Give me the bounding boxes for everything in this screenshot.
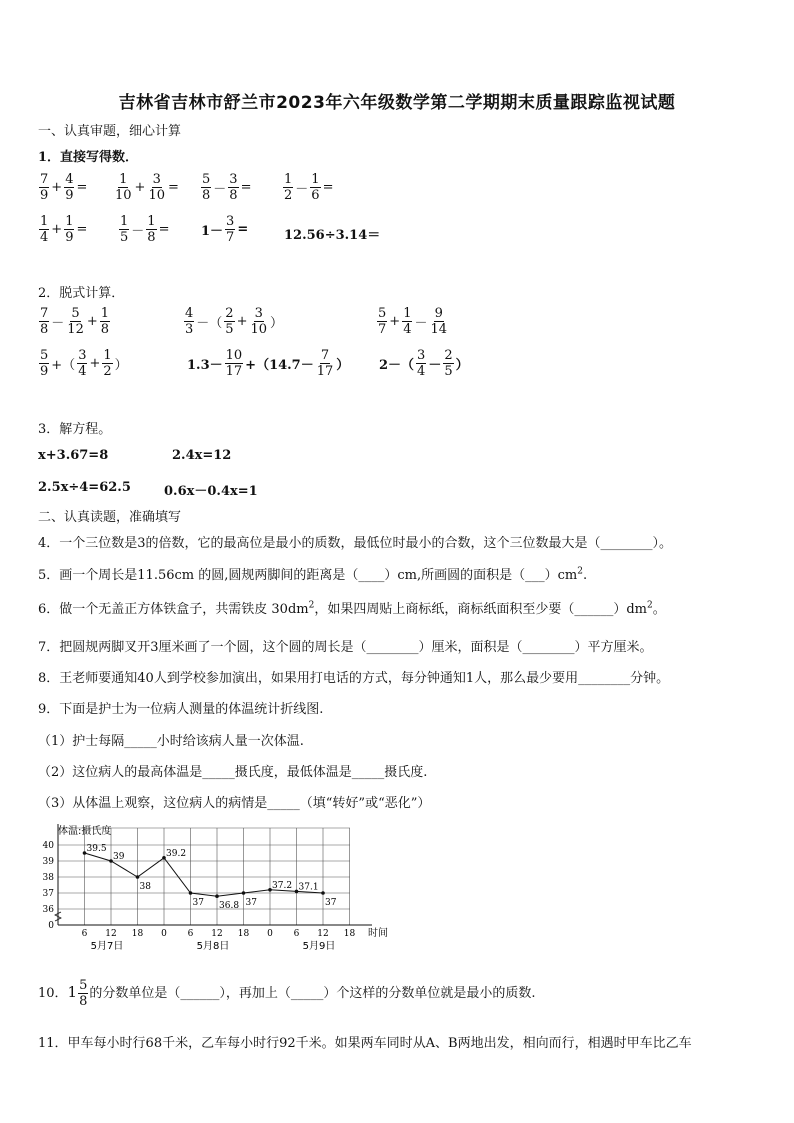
q7: 7．把圆规两脚叉开3厘米画了一个圆，这个圆的周长是（________）厘米，面积是（________）平方厘米。 bbox=[38, 640, 653, 655]
data-point bbox=[321, 891, 325, 895]
q2-heading: 2．脱式计算． bbox=[38, 286, 125, 301]
q3-eq-3: 2.5x÷4=62.5 bbox=[38, 480, 131, 495]
section-1-heading: 一、认真审题，细心计算 bbox=[38, 124, 182, 139]
data-label: 37 bbox=[325, 898, 337, 908]
x-tick-label: 12 bbox=[317, 929, 329, 939]
x-tick-label: 18 bbox=[343, 929, 356, 939]
x-tick-label: 0 bbox=[161, 929, 167, 939]
y-tick-label: 36 bbox=[42, 905, 54, 915]
y-tick-label: 40 bbox=[42, 841, 54, 851]
q1-expr-7: 1－ $\frac{3}{7}$ = bbox=[201, 214, 249, 245]
y-tick-label: 39 bbox=[42, 857, 54, 867]
data-label: 37.2 bbox=[272, 880, 293, 891]
y-tick-label: 38 bbox=[42, 873, 54, 883]
x-tick-label: 0 bbox=[267, 929, 273, 939]
page-title: 吉林省吉林市舒兰市2023年六年级数学第二学期期末质量跟踪监视试题 bbox=[118, 93, 676, 113]
data-point bbox=[242, 891, 246, 895]
data-point bbox=[215, 894, 219, 898]
x-tick-label: 6 bbox=[81, 929, 88, 939]
q10: 10．1 $\frac{5}{8}$ 的分数单位是（______），再加上（_____）个这样的分数单位就是最小的质数. bbox=[38, 978, 536, 1009]
q1-expr-1: $\frac{7}{9}$ + $\frac{4}{9}$ = bbox=[40, 172, 88, 203]
temperature-line-chart bbox=[36, 822, 396, 952]
data-label: 38 bbox=[139, 882, 151, 892]
q1-heading: 1．直接写得数． bbox=[38, 150, 139, 165]
q4: 4．一个三位数是3的倍数，它的最高位是最小的质数，最低位时最小的合数，这个三位数最大是（________）。 bbox=[38, 536, 673, 551]
q2-expr-4: $\frac{5}{9}$ +（ $\frac{3}{4}$ + $\frac{1}{2}$ ） bbox=[40, 348, 128, 379]
data-label: 39.2 bbox=[166, 848, 187, 859]
section-2-heading: 二、认真读题，准确填写 bbox=[38, 510, 182, 525]
x-tick-label: 6 bbox=[293, 929, 300, 939]
q2-expr-3: $\frac{5}{7}$ + $\frac{1}{4}$ － $\frac{9}{14}$ bbox=[378, 306, 448, 337]
y-tick-label: 0 bbox=[48, 921, 54, 931]
q1-expr-8: 12.56÷3.14＝ bbox=[284, 228, 381, 243]
data-label: 39.5 bbox=[86, 844, 107, 854]
q3-heading: 3．解方程。 bbox=[38, 422, 112, 437]
q9-sub-3: （3）从体温上观察，这位病人的病情是_____（填“转好”或“恶化”） bbox=[38, 796, 431, 811]
q2-expr-1: $\frac{7}{8}$ － $\frac{5}{12}$ + $\frac{1}{8}$ bbox=[40, 306, 110, 337]
q9-sub-1: （1）护士每隔_____小时给该病人量一次体温. bbox=[38, 734, 304, 749]
q3-eq-2: 2.4x=12 bbox=[172, 448, 232, 463]
data-point bbox=[136, 875, 140, 879]
data-label: 37.1 bbox=[298, 882, 319, 893]
day-label: 5月9日 bbox=[302, 941, 336, 952]
q3-eq-1: x+3.67=8 bbox=[38, 448, 109, 463]
q1-expr-4: $\frac{1}{2}$ － $\frac{1}{6}$ = bbox=[284, 172, 334, 203]
q1-expr-3: $\frac{5}{8}$ － $\frac{3}{8}$ = bbox=[202, 172, 252, 203]
x-tick-label: 12 bbox=[105, 929, 117, 939]
y-axis-label: 体温:摄氏度 bbox=[58, 826, 112, 837]
q3-eq-4: 0.6x－0.4x=1 bbox=[164, 484, 258, 499]
q2-expr-6: 2－（ $\frac{3}{4}$ － $\frac{2}{5}$ ） bbox=[379, 348, 469, 379]
q2-expr-2: $\frac{4}{3}$ －（ $\frac{2}{5}$ + $\frac{3}{10}$ ） bbox=[185, 306, 284, 337]
data-label: 37 bbox=[245, 898, 257, 908]
q1-expr-6: $\frac{1}{5}$ － $\frac{1}{8}$ = bbox=[120, 214, 170, 245]
q1-expr-2: $\frac{1}{10}$ + $\frac{3}{10}$ = bbox=[115, 172, 179, 203]
x-tick-label: 12 bbox=[211, 929, 223, 939]
q8: 8．王老师要通知40人到学校参加演出，如果用打电话的方式，每分钟通知1人，那么最少要用________分钟。 bbox=[38, 671, 670, 686]
day-label: 5月7日 bbox=[90, 941, 124, 952]
day-label: 5月8日 bbox=[196, 941, 230, 952]
q5: 5．画一个周长是11.56cm 的圆,圆规两脚间的距离是（____）cm,所画圆的面积是$(\_\_\_)cm^2$. bbox=[38, 566, 588, 583]
data-point bbox=[189, 891, 193, 895]
x-tick-label: 18 bbox=[131, 929, 144, 939]
q2-expr-5: 1.3－ $\frac{10}{17}$ +（14.7－ $\frac{7}{17}$ ） bbox=[187, 348, 350, 379]
q11: 11．甲车每小时行68千米，乙车每小时行92千米。如果两车同时从A、B两地出发，相向而行，相遇时甲车比乙车 bbox=[38, 1036, 692, 1051]
data-label: 37 bbox=[192, 898, 204, 908]
q9-sub-2: （2）这位病人的最高体温是_____摄氏度，最低体温是_____摄氏度. bbox=[38, 765, 428, 780]
data-label: 39 bbox=[113, 852, 125, 862]
data-label: 36.8 bbox=[219, 901, 240, 912]
x-axis-label: 时间 bbox=[368, 928, 388, 939]
q6: 6．做一个无盖正方体铁盒子，共需铁皮 $30dm^2$，如果四周贴上商标纸，商标纸面积至少要$(\_\_\_\_\_\_)dm^2$。 bbox=[38, 600, 666, 617]
x-tick-label: 6 bbox=[187, 929, 194, 939]
q9-heading: 9．下面是护士为一位病人测量的体温统计折线图. bbox=[38, 702, 324, 717]
axis-break-mark bbox=[55, 912, 61, 921]
x-tick-label: 18 bbox=[237, 929, 250, 939]
q1-expr-5: $\frac{1}{4}$ + $\frac{1}{9}$ = bbox=[40, 214, 88, 245]
y-tick-label: 37 bbox=[42, 889, 54, 899]
